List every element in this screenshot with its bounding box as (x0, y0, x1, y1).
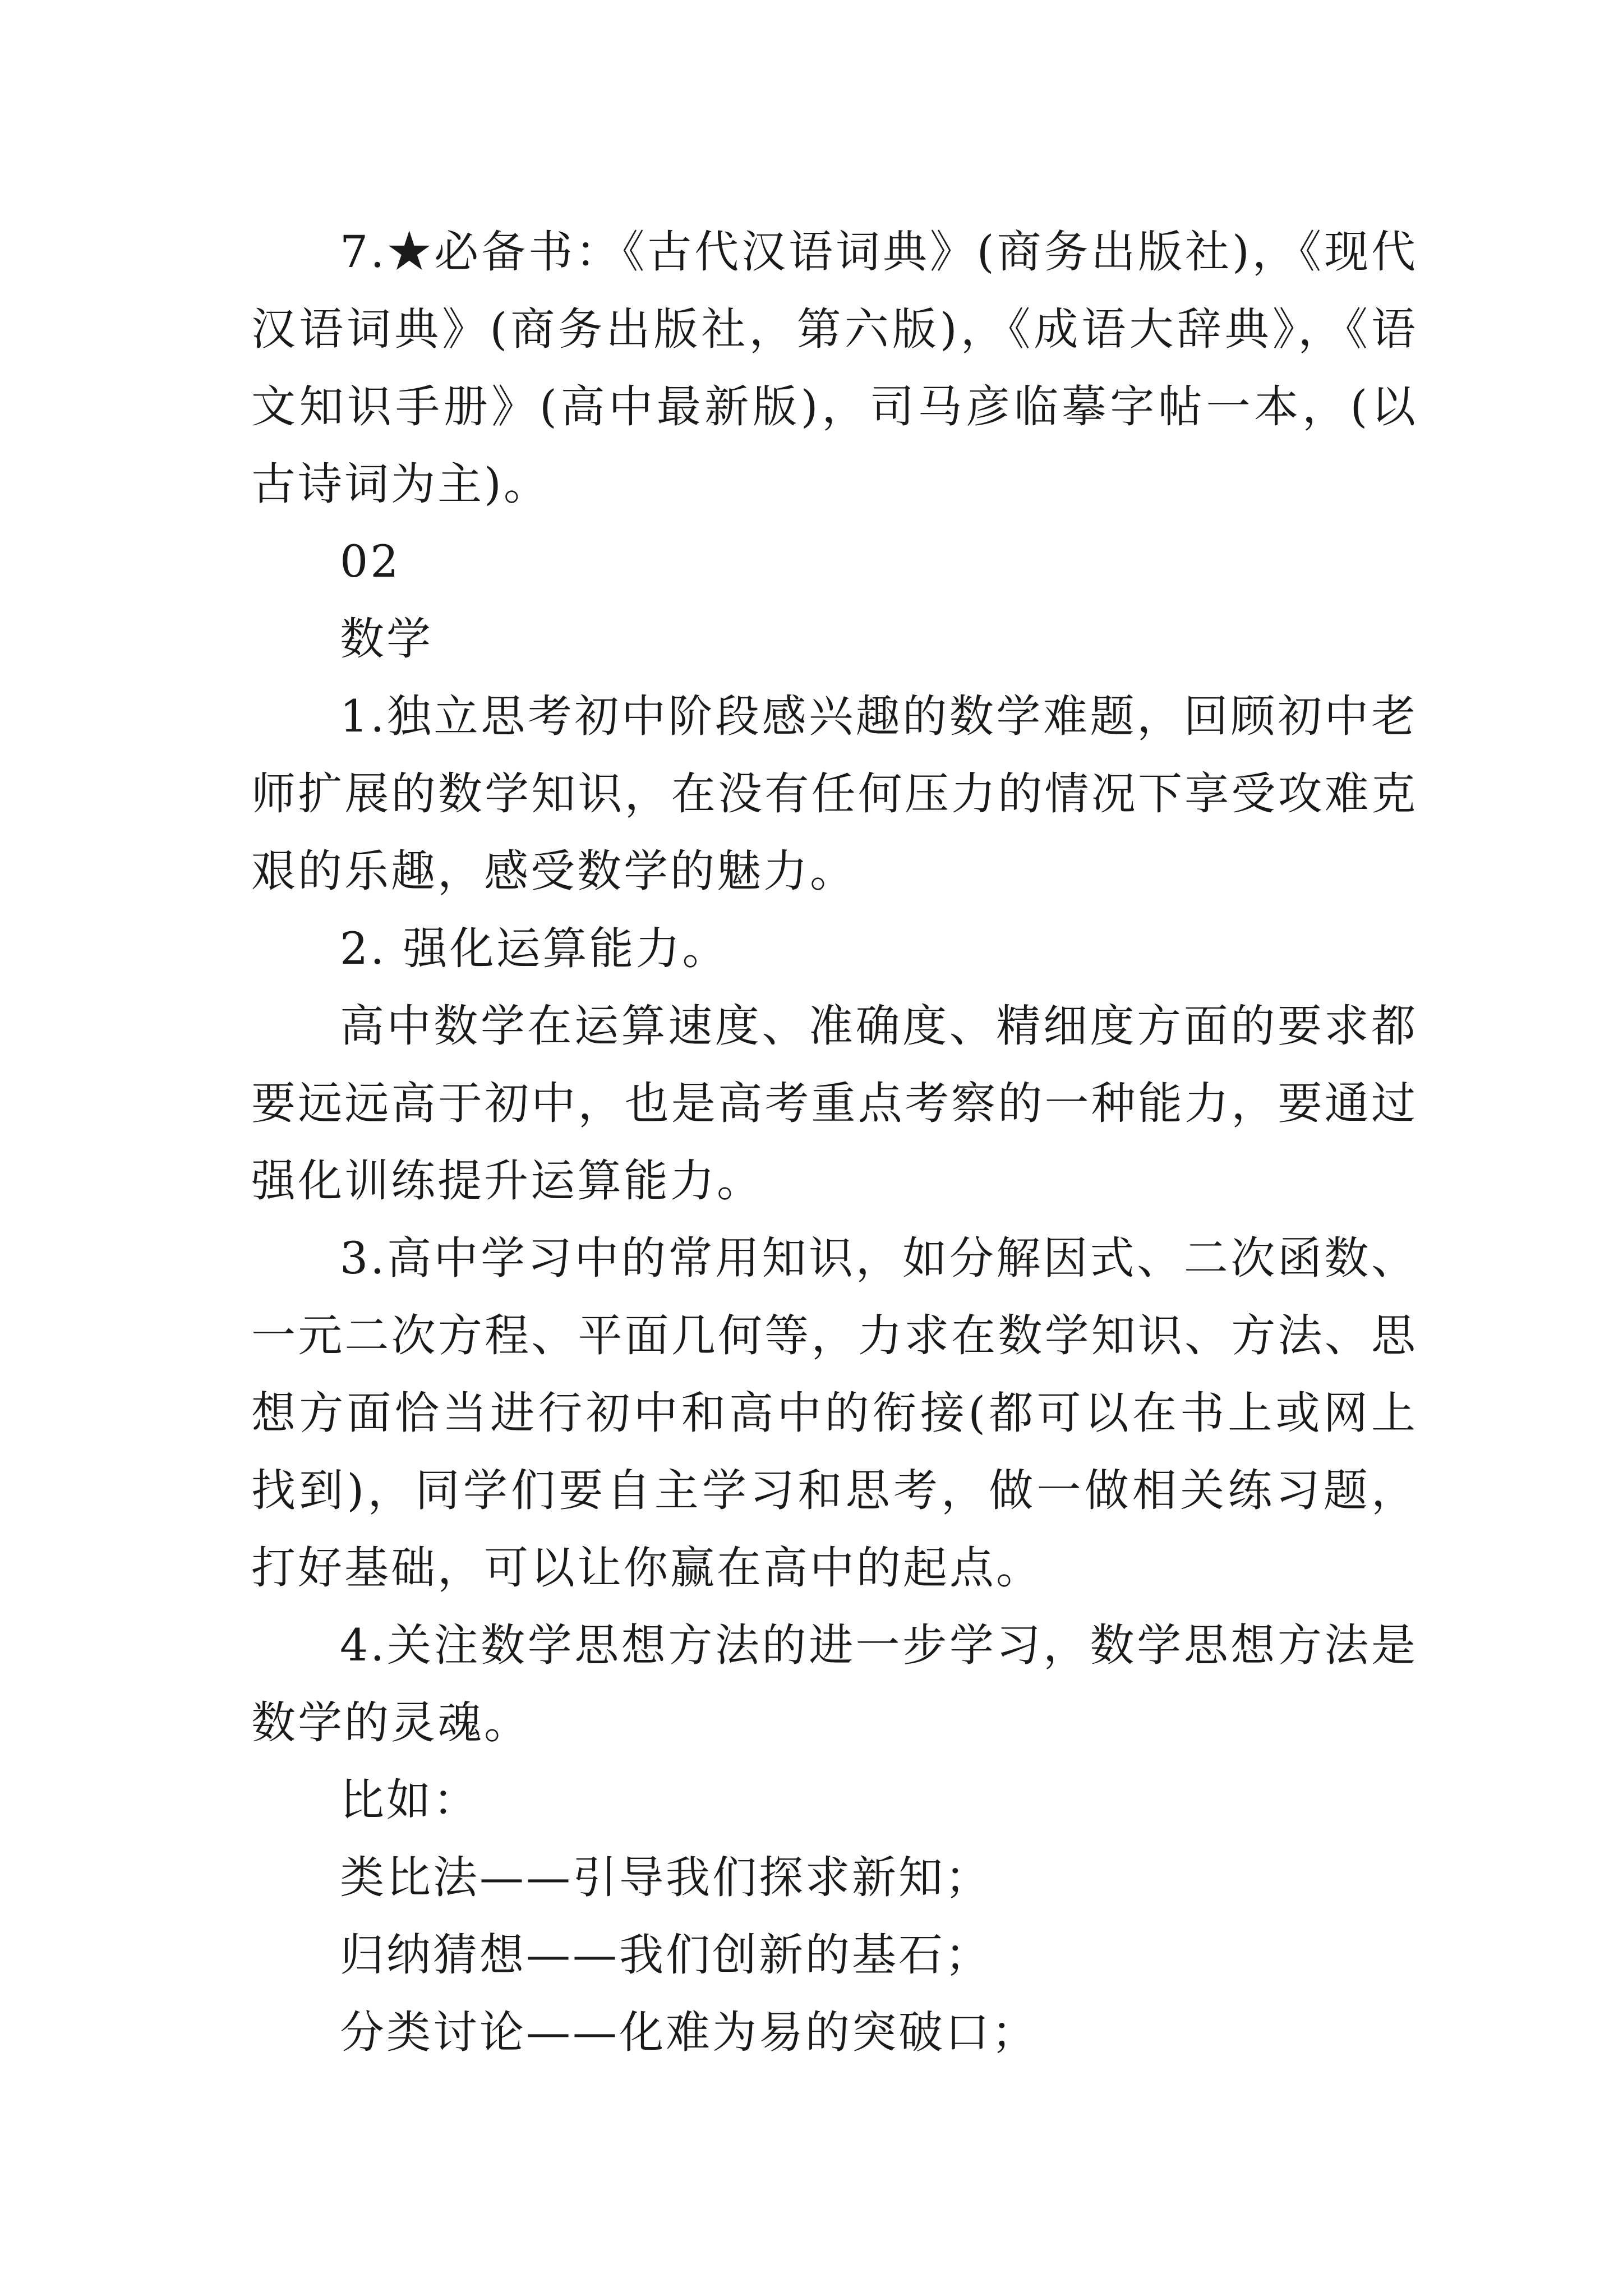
paragraph-item-2-detail: 高中数学在运算速度、准确度、精细度方面的要求都要远远高于初中，也是高考重点考察的一种能力，要通过强化训练提升运算能力。 (251, 1000, 1418, 1207)
paragraph-item-3: 3.高中学习中的常用知识，如分解因式、二次函数、一元二次方程、平面几何等，力求在数学知识、方法、思想方面恰当进行初中和高中的衔接(都可以在书上或网上找到)，同学们要自主学习和思考，做一做相关练习题，打好基础，可以让你赢在高中的起点。 (251, 1232, 1418, 1594)
method-classification: 分类讨论——化难为易的突破口； (340, 2007, 1038, 2058)
paragraph-required-books: 7.★必备书：《古代汉语词典》(商务出版社)，《现代汉语词典》(商务出版社，第六版)，《成语大辞典》，《语文知识手册》(高中最新版)，司马彦临摹字帖一本，(以古诗词为主)。 (251, 226, 1418, 510)
method-analogy: 类比法——引导我们探求新知； (340, 1852, 992, 1903)
document-body (251, 213, 1418, 2071)
section-title-math: 数学 (340, 613, 433, 665)
paragraph-item-1: 1.独立思考初中阶段感兴趣的数学难题，回顾初中老师扩展的数学知识，在没有任何压力的情况下享受攻难克艰的乐趣，感受数学的魅力。 (251, 691, 1418, 897)
paragraph-item-4: 4.关注数学思想方法的进一步学习，数学思想方法是数学的灵魂。 (251, 1619, 1418, 1749)
paragraph-item-2: 2. 强化运算能力。 (340, 923, 729, 974)
method-induction: 归纳猜想——我们创新的基石； (340, 1929, 992, 1981)
paragraph-for-example: 比如： (340, 1774, 479, 1826)
section-number: 02 (340, 536, 401, 587)
